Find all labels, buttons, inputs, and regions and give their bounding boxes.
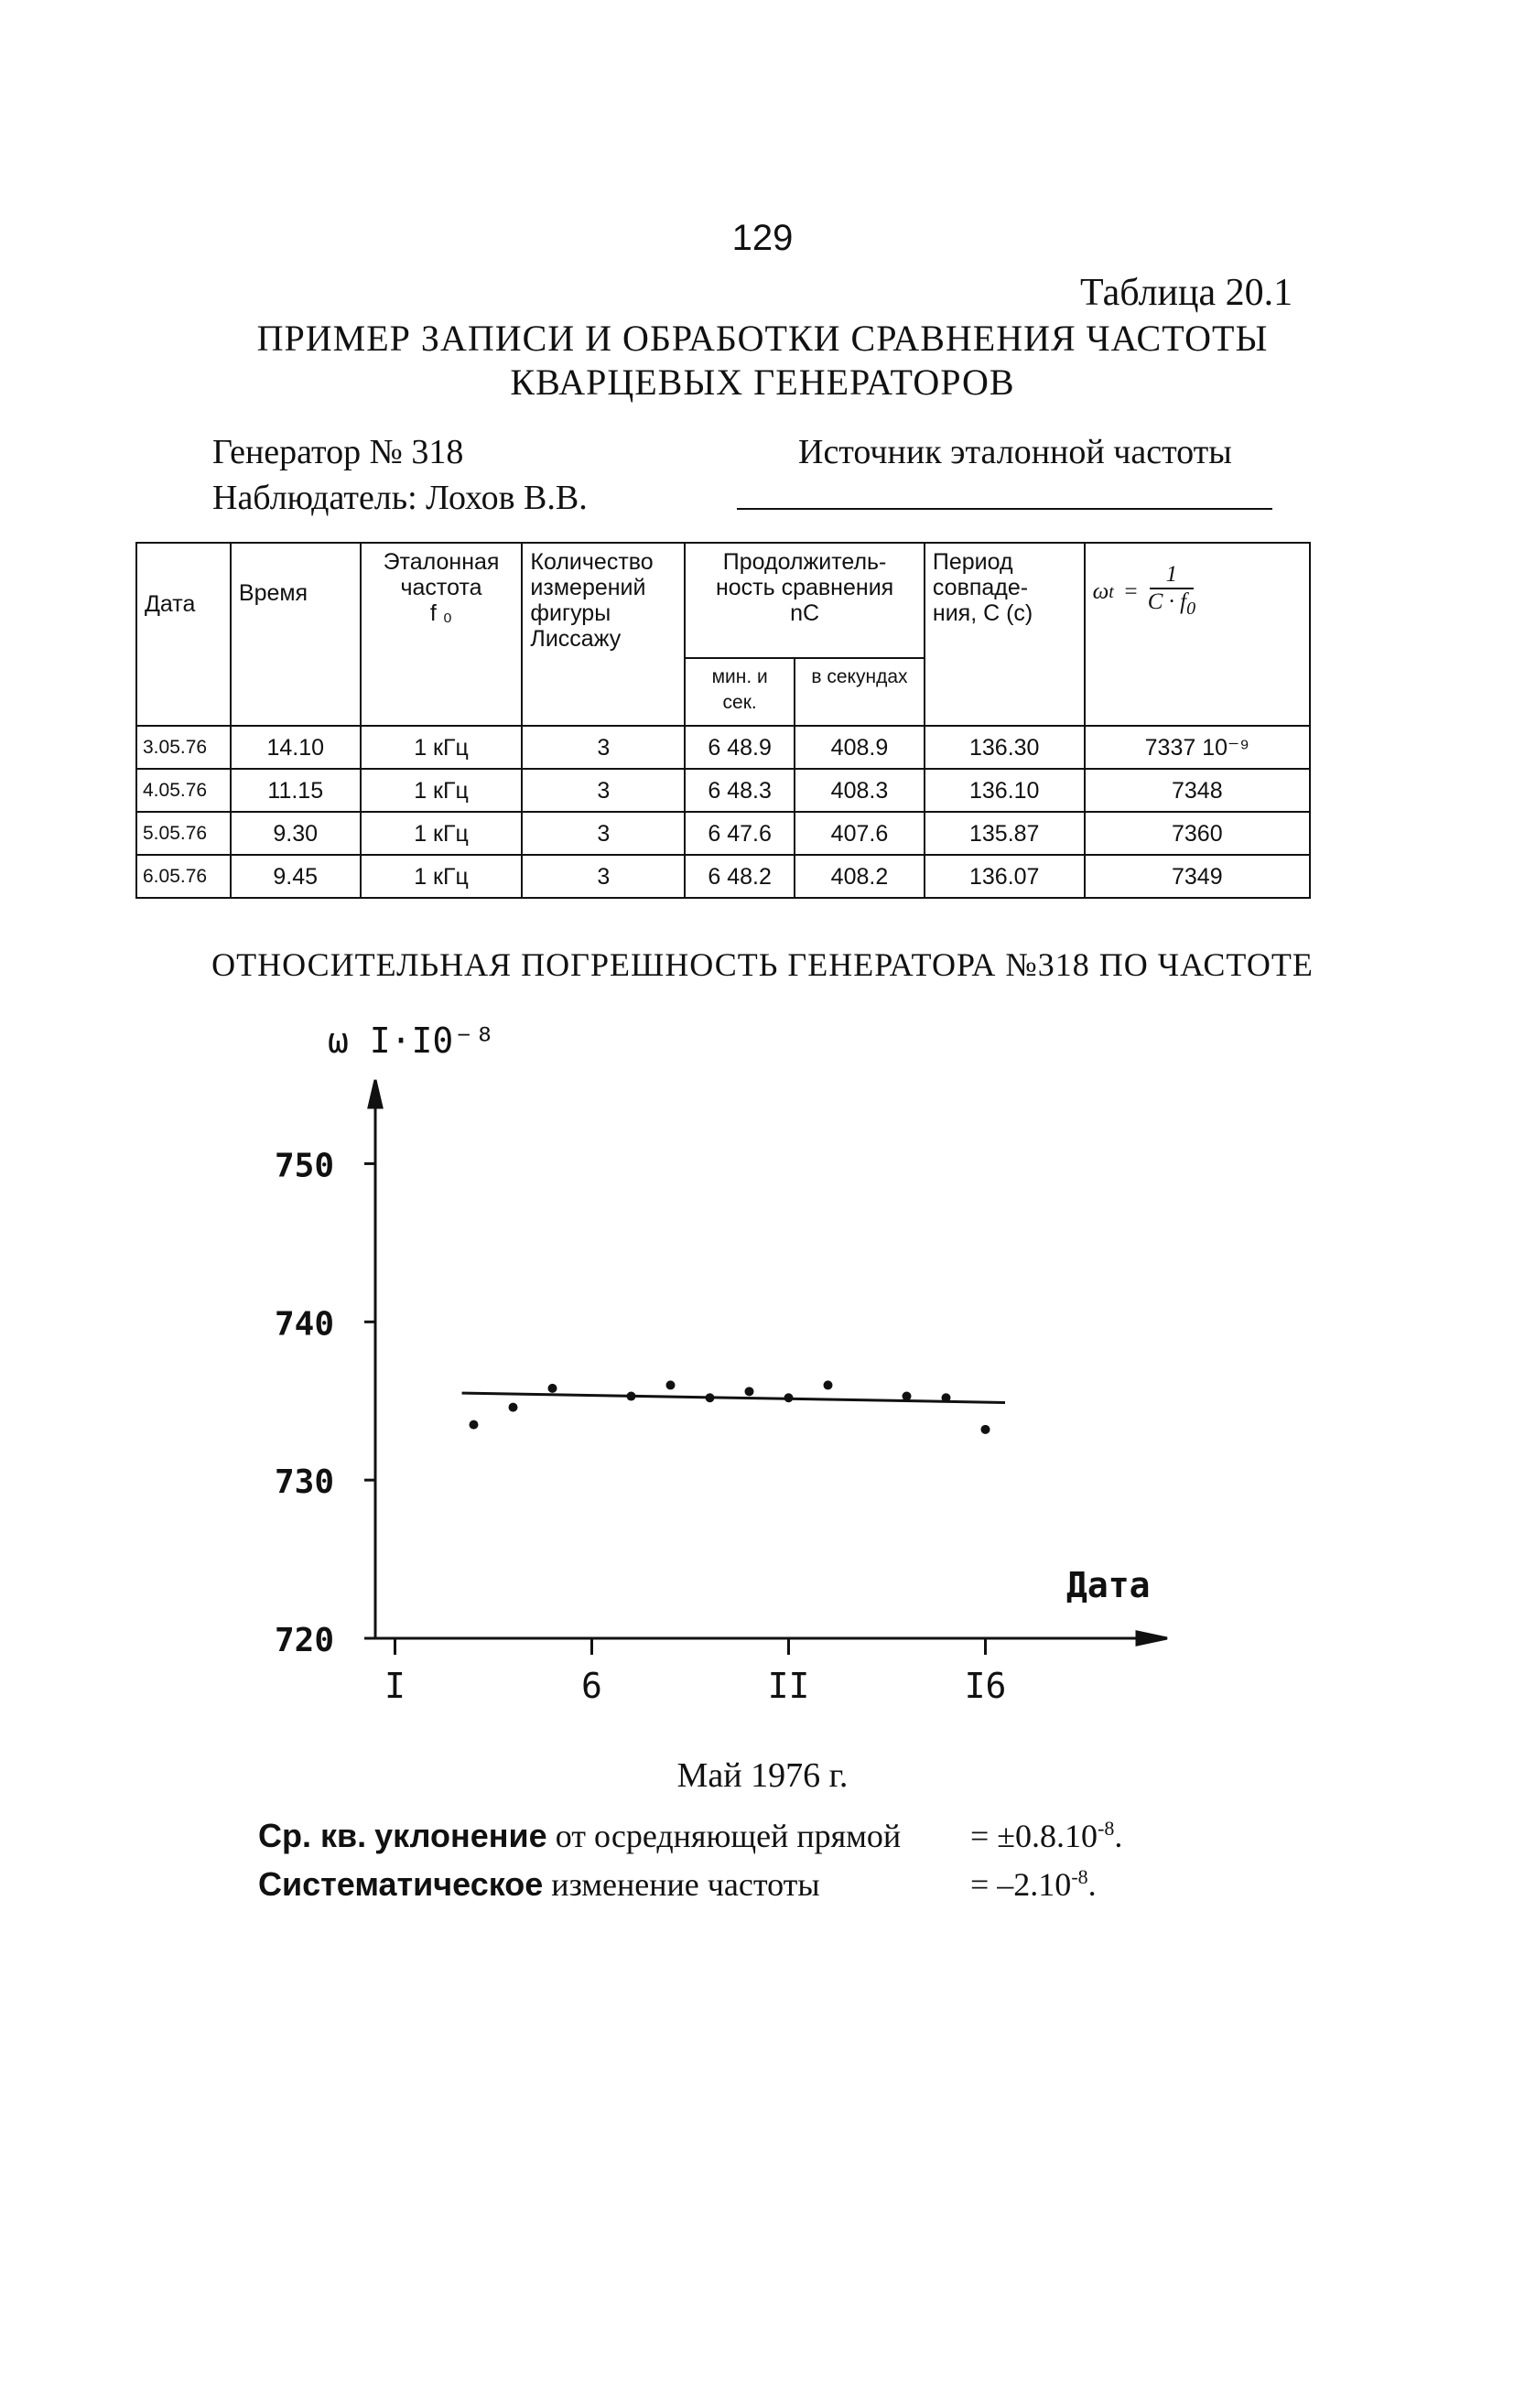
cell-count: 3	[522, 726, 685, 769]
cell-count: 3	[522, 769, 685, 812]
header-time: Время	[231, 543, 361, 726]
cell-time: 11.15	[231, 769, 361, 812]
data-point	[903, 1392, 912, 1401]
x-tick-label: I6	[964, 1666, 1007, 1706]
cell-freq: 1 кГц	[361, 812, 523, 855]
cell-freq: 1 кГц	[361, 855, 523, 898]
cell-omega: 7349	[1085, 855, 1310, 898]
y-axis-arrow	[369, 1080, 382, 1107]
data-point	[627, 1392, 636, 1401]
cell-period: 136.10	[925, 769, 1085, 812]
data-point	[942, 1393, 951, 1402]
data-point	[548, 1384, 557, 1393]
cell-period: 135.87	[925, 812, 1085, 855]
x-tick-label: II	[767, 1666, 810, 1706]
observer-label: Наблюдатель: Лохов В.В.	[212, 479, 588, 517]
reference-source-label: Источник эталонной частоты	[798, 433, 1232, 471]
stats-systematic-value: = $-2.10^{-8}$.	[970, 1865, 1097, 1903]
data-point	[745, 1387, 754, 1396]
x-tick-label: I	[384, 1666, 406, 1706]
header-coincidence-period: Период совпаде- ния, С (с)	[925, 543, 1085, 726]
page-title-line-1: ПРИМЕР ЗАПИСИ И ОБРАБОТКИ СРАВНЕНИЯ ЧАСТОТЫ	[256, 318, 1269, 359]
generator-label: Генератор № 318	[212, 433, 464, 471]
header-date: Дата	[136, 543, 231, 726]
cell-date: 4.05.76	[136, 769, 231, 812]
header-duration-seconds: в секундах	[795, 658, 925, 726]
data-point	[509, 1403, 518, 1412]
stats-line-systematic: Систематическое изменение частоты	[258, 1865, 820, 1903]
cell-period: 136.30	[925, 726, 1085, 769]
stats-rms-value: = $\pm 0.8.10^{-8}$.	[970, 1817, 1123, 1854]
cell-min-sec: 6 48.9	[685, 726, 795, 769]
x-tick-label: 6	[581, 1666, 602, 1706]
data-point	[784, 1393, 794, 1402]
stats-line-rms: Ср. кв. уклонение от осредняющей прямой	[258, 1817, 902, 1854]
cell-min-sec: 6 48.3	[685, 769, 795, 812]
cell-omega: 7360	[1085, 812, 1310, 855]
y-tick-label: 740	[274, 1305, 334, 1344]
x-axis-arrow	[1137, 1632, 1167, 1645]
data-point	[666, 1380, 676, 1389]
x-axis-label: Дата	[1066, 1565, 1151, 1605]
cell-omega: 7348	[1085, 769, 1310, 812]
header-measurement-count: Количество измерений фигуры Лиссажу	[522, 543, 685, 726]
page-number: 129	[731, 218, 794, 258]
data-point	[824, 1380, 833, 1389]
cell-omega: 7337 10⁻⁹	[1085, 726, 1310, 769]
table-number: Таблица 20.1	[1080, 272, 1293, 314]
chart-caption: ОТНОСИТЕЛЬНАЯ ПОГРЕШНОСТЬ ГЕНЕРАТОРА №318 ПО ЧАСТОТЕ	[211, 946, 1314, 983]
month-label: Май 1976 г.	[676, 1756, 849, 1795]
cell-freq: 1 кГц	[361, 726, 523, 769]
cell-count: 3	[522, 855, 685, 898]
cell-period: 136.07	[925, 855, 1085, 898]
cell-min-sec: 6 47.6	[685, 812, 795, 855]
cell-time: 14.10	[231, 726, 361, 769]
page-title-line-2: КВАРЦЕВЫХ ГЕНЕРАТОРОВ	[510, 362, 1015, 403]
y-tick-label: 720	[274, 1622, 334, 1659]
cell-seconds: 408.3	[795, 769, 925, 812]
y-tick-label: 750	[274, 1147, 334, 1185]
header-reference-frequency: Эталонная частота f ₀	[361, 543, 523, 726]
y-axis-label: ω I·I0⁻⁸	[328, 1020, 496, 1061]
cell-seconds: 408.9	[795, 726, 925, 769]
fit-line	[462, 1393, 1005, 1402]
header-omega-formula: ω t = $\frac{1}{C \cdot f_0}$	[1085, 543, 1310, 726]
cell-date: 3.05.76	[136, 726, 231, 769]
cell-date: 5.05.76	[136, 812, 231, 855]
cell-date: 6.05.76	[136, 855, 231, 898]
cell-seconds: 407.6	[795, 812, 925, 855]
y-tick-label: 730	[274, 1463, 334, 1502]
header-comparison-duration: Продолжитель- ность сравнения nC	[685, 543, 925, 658]
data-point	[470, 1420, 479, 1430]
cell-min-sec: 6 48.2	[685, 855, 795, 898]
cell-freq: 1 кГц	[361, 769, 523, 812]
data-point	[981, 1425, 990, 1434]
cell-seconds: 408.2	[795, 855, 925, 898]
cell-count: 3	[522, 812, 685, 855]
data-point	[706, 1393, 715, 1402]
header-duration-min-sec: мин. и сек.	[685, 658, 795, 726]
cell-time: 9.30	[231, 812, 361, 855]
cell-time: 9.45	[231, 855, 361, 898]
